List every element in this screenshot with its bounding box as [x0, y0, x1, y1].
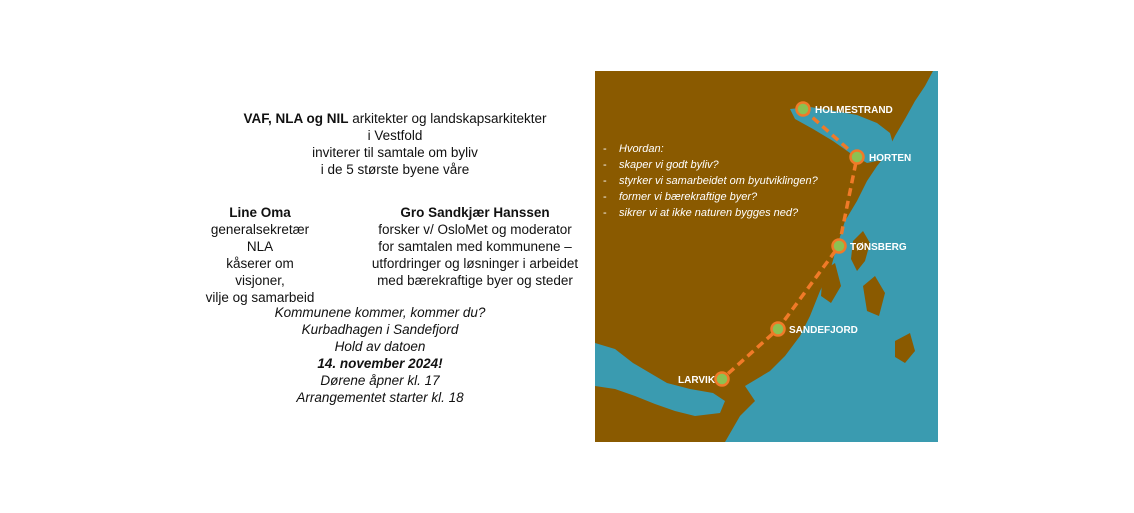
- event-save-date: Hold av datoen: [334, 339, 426, 354]
- city-label: LARVIK: [678, 375, 716, 386]
- city-marker: [772, 323, 785, 336]
- question-item: - styrker vi samarbeidet om byutviklingen?: [603, 175, 818, 187]
- event-details: [260, 304, 500, 406]
- intro-line-3: inviterer til samtale om byliv: [312, 145, 478, 160]
- invitation-text: [200, 110, 590, 405]
- speaker-name: Line Oma: [229, 205, 291, 220]
- city-larvik: [678, 373, 729, 387]
- question-item: - former vi bærekraftige byer?: [603, 191, 758, 203]
- event-start: Arrangementet starter kl. 18: [296, 390, 464, 405]
- intro-line-2: i Vestfold: [367, 128, 423, 143]
- city-tonsberg: [833, 240, 907, 254]
- city-label: HOLMESTRAND: [815, 105, 893, 116]
- city-label: SANDEFJORD: [789, 325, 858, 336]
- question-item: - skaper vi godt byliv?: [603, 159, 719, 171]
- city-horten: [851, 151, 912, 165]
- speaker-desc: med bærekraftige byer og steder: [377, 273, 573, 288]
- city-label: HORTEN: [869, 153, 912, 164]
- speaker-desc: vilje og samarbeid: [205, 290, 315, 305]
- speaker-desc: forsker v/ OsloMet og moderator: [378, 222, 572, 237]
- questions-list: [603, 141, 818, 221]
- speaker-desc: kåserer om visjoner,: [226, 256, 294, 288]
- city-marker: [833, 240, 846, 253]
- organizers: VAF, NLA og NIL: [243, 111, 349, 126]
- city-label: TØNSBERG: [850, 242, 907, 253]
- vestfold-map: [595, 71, 938, 442]
- event-date: 14. november 2024!: [317, 356, 443, 371]
- city-marker: [797, 103, 810, 116]
- intro-line-4: i de 5 største byene våre: [320, 162, 470, 177]
- event-tagline: Kommunene kommer, kommer du?: [274, 305, 486, 320]
- event-venue: Kurbadhagen i Sandefjord: [301, 322, 459, 337]
- city-marker: [716, 373, 729, 386]
- city-marker: [851, 151, 864, 164]
- speaker-desc: generalsekretær NLA: [210, 222, 310, 254]
- speaker-gro-hanssen: [360, 204, 590, 289]
- intro-line-1: VAF, NLA og NIL arkitekter og landskapsarkitekter: [243, 111, 547, 126]
- event-doors: Dørene åpner kl. 17: [320, 373, 440, 388]
- intro-block: [200, 110, 590, 178]
- question-item: - Hvordan:: [603, 143, 664, 155]
- speaker-desc: utfordringer og løsninger i arbeidet: [371, 256, 579, 271]
- question-item: - sikrer vi at ikke naturen bygges ned?: [603, 207, 799, 219]
- speaker-name: Gro Sandkjær Hanssen: [400, 205, 550, 220]
- speaker-desc: for samtalen med kommunene –: [378, 239, 572, 254]
- speaker-line-oma: [200, 204, 320, 306]
